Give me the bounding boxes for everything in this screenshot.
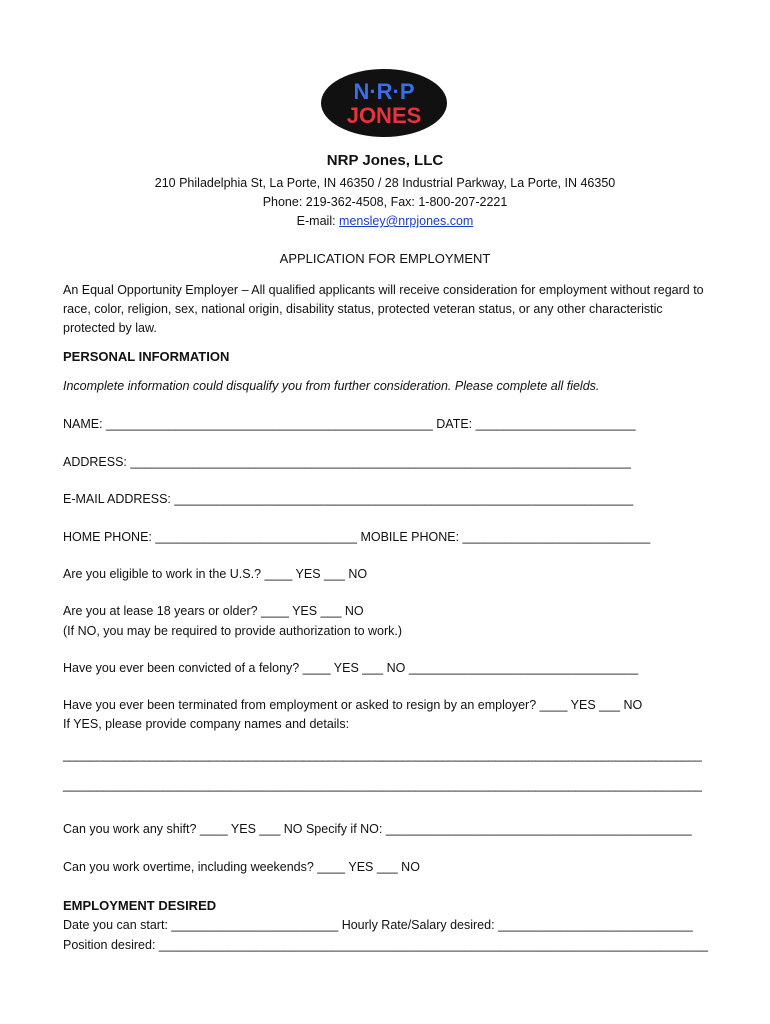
company-address: 210 Philadelphia St, La Porte, IN 46350 / 28 Industrial Parkway, La Porte, IN 46350: [154, 176, 616, 190]
employment-desired-heading: EMPLOYMENT DESIRED: [63, 898, 217, 913]
start-salary-fields[interactable]: Date you can start: ________________________ Hourly Rate/Salary desired: ____________________________: [63, 918, 693, 932]
overtime-question[interactable]: Can you work overtime, including weekends? ____ YES ___ NO: [63, 860, 420, 874]
company-phone: Phone: 219-362-4508, Fax: 1-800-207-2221: [262, 195, 508, 209]
phone-fields[interactable]: HOME PHONE: _____________________________ MOBILE PHONE: ___________________________: [63, 530, 651, 544]
shift-question[interactable]: Can you work any shift? ____ YES ___ NO Specify if NO: ____________________________________________: [63, 822, 692, 836]
position-field[interactable]: Position desired: _______________________________________________________________________________: [63, 938, 709, 952]
name-date-field[interactable]: NAME: _______________________________________________ DATE: _______________________: [63, 417, 636, 431]
company-email-line: [0, 214, 770, 228]
personal-info-note: Incomplete information could disqualify you from further consideration. Please complete all fields.: [63, 379, 600, 393]
email-link[interactable]: mensley@nrpjones.com: [339, 214, 474, 228]
details-line-1[interactable]: ________________________________________________________________________________________________: [63, 748, 702, 762]
nrp-jones-logo: [320, 68, 448, 138]
felony-question[interactable]: Have you ever been convicted of a felony? ____ YES ___ NO _________________________________: [63, 661, 639, 675]
logo-bottom-text: JONES: [346, 103, 422, 128]
details-line-2[interactable]: ________________________________________________________________________________________________: [63, 778, 702, 792]
email-label: E-mail:: [296, 214, 340, 228]
personal-info-heading: PERSONAL INFORMATION: [63, 349, 230, 364]
terminated-note: If YES, please provide company names and details:: [63, 717, 350, 731]
email-field[interactable]: E-MAIL ADDRESS: __________________________________________________________________: [63, 492, 634, 506]
eeo-statement: An Equal Opportunity Employer – All qualified applicants will receive consideration for employment without regard to race, color, religion, sex, national origin, disability status, protected veteran status, or any other characteristic protected by law.: [63, 283, 704, 335]
form-title: APPLICATION FOR EMPLOYMENT: [279, 251, 491, 266]
company-name: NRP Jones, LLC: [326, 152, 444, 169]
logo-top-text: N·R·P: [353, 79, 415, 104]
age-note: (If NO, you may be required to provide authorization to work.): [63, 624, 403, 638]
eligible-question[interactable]: Are you eligible to work in the U.S.? ____ YES ___ NO: [63, 567, 368, 581]
address-field[interactable]: ADDRESS: ________________________________________________________________________: [63, 455, 631, 469]
terminated-question[interactable]: Have you ever been terminated from employment or asked to resign by an employer? ____ YES ___ NO: [63, 698, 643, 712]
age-question[interactable]: Are you at lease 18 years or older? ____ YES ___ NO: [63, 604, 364, 618]
